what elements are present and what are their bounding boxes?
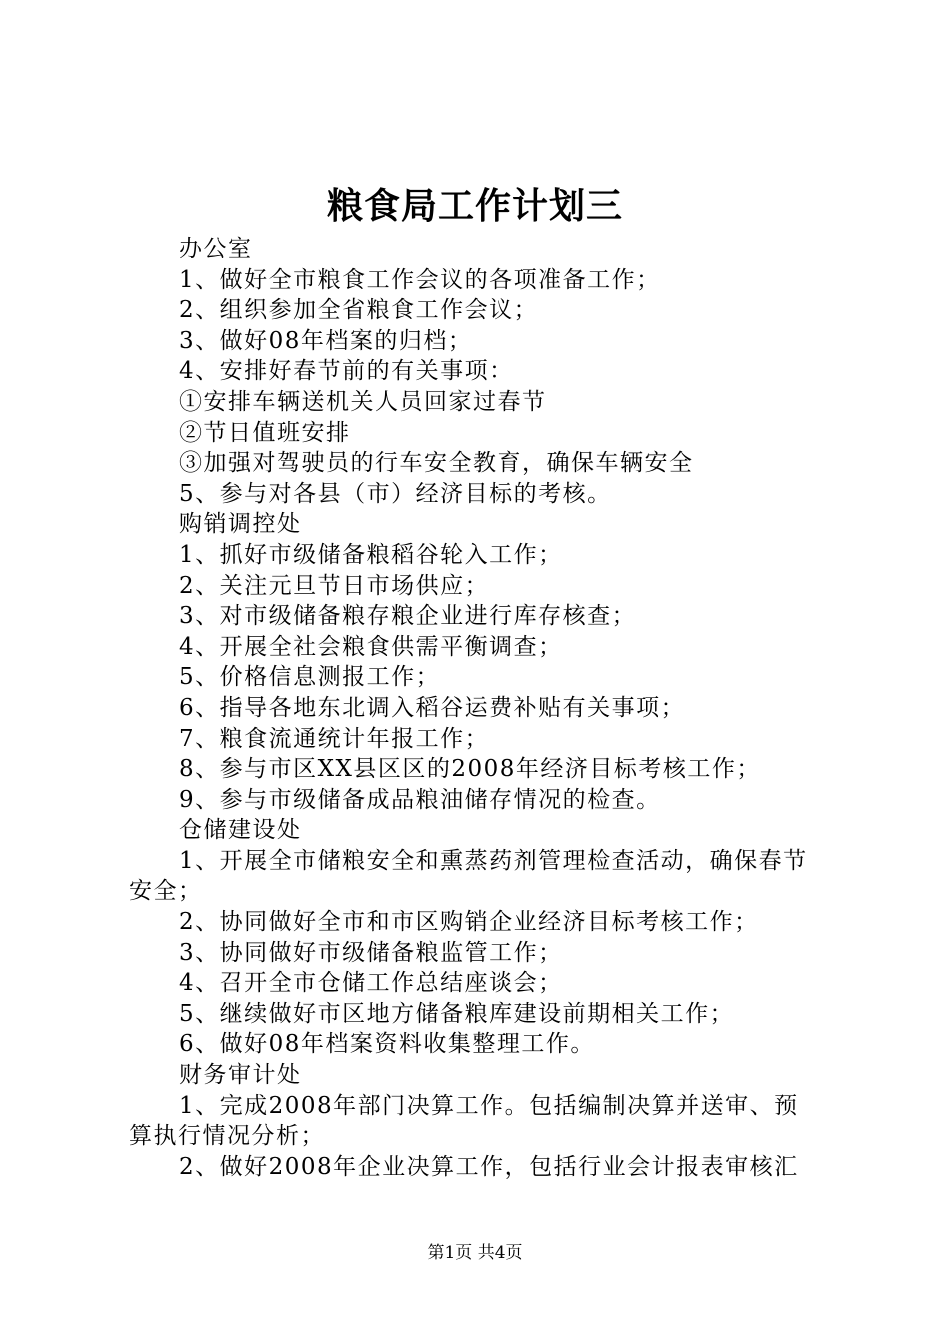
body-line: 5、价格信息测报工作； — [179, 664, 441, 691]
body-line: 财务审计处 — [179, 1062, 302, 1089]
body-line: 仓储建设处 — [179, 817, 302, 844]
body-line: 6、做好08年档案资料收集整理工作。 — [179, 1031, 595, 1058]
body-line: ②节日值班安排 — [179, 419, 351, 446]
document-body — [129, 234, 834, 1182]
body-line: 5、参与对各县（市）经济目标的考核。 — [179, 480, 612, 507]
body-line: ③加强对驾驶员的行车安全教育，确保车辆安全 — [179, 450, 694, 477]
body-line: 2、做好2008年企业决算工作，包括行业会计报表审核汇 — [179, 1153, 799, 1180]
page-footer: 第1页 共4页 — [427, 1243, 523, 1263]
body-line: 1、完成2008年部门决算工作。包括编制决算并送审、预 — [179, 1092, 799, 1119]
document-title: 粮食局工作计划三 — [326, 186, 623, 227]
body-line: 购销调控处 — [179, 511, 302, 538]
body-line: 2、协同做好全市和市区购销企业经济目标考核工作； — [179, 909, 759, 936]
body-line: 办公室 — [179, 236, 253, 262]
body-line: 4、开展全社会粮食供需平衡调查； — [179, 633, 563, 660]
body-line: 8、参与市区XX县区区的2008年经济目标考核工作； — [179, 756, 761, 783]
body-line: 3、协同做好市级储备粮监管工作； — [179, 939, 563, 966]
body-line: 9、参与市级储备成品粮油储存情况的检查。 — [179, 786, 661, 813]
body-line: 2、关注元旦节日市场供应； — [179, 572, 490, 599]
body-line: 4、安排好春节前的有关事项： — [179, 358, 514, 385]
body-line: 1、开展全市储粮安全和熏蒸药剂管理检查活动，确保春节 — [179, 847, 808, 874]
body-line: 算执行情况分析； — [129, 1123, 325, 1150]
body-line: 1、抓好市级储备粮稻谷轮入工作； — [179, 541, 563, 568]
body-line: 4、召开全市仓储工作总结座谈会； — [179, 970, 563, 997]
body-line: ①安排车辆送机关人员回家过春节 — [179, 388, 547, 415]
body-line: 7、粮食流通统计年报工作； — [179, 725, 490, 752]
body-line: 3、做好08年档案的归档； — [179, 327, 473, 354]
body-line: 2、组织参加全省粮食工作会议； — [179, 297, 539, 324]
body-line: 安全； — [129, 878, 203, 905]
body-line: 3、对市级储备粮存粮企业进行库存核查； — [179, 603, 637, 630]
body-line: 5、继续做好市区地方储备粮库建设前期相关工作； — [179, 1000, 735, 1027]
body-line: 6、指导各地东北调入稻谷运费补贴有关事项； — [179, 694, 686, 721]
body-line: 1、做好全市粮食工作会议的各项准备工作； — [179, 266, 661, 293]
